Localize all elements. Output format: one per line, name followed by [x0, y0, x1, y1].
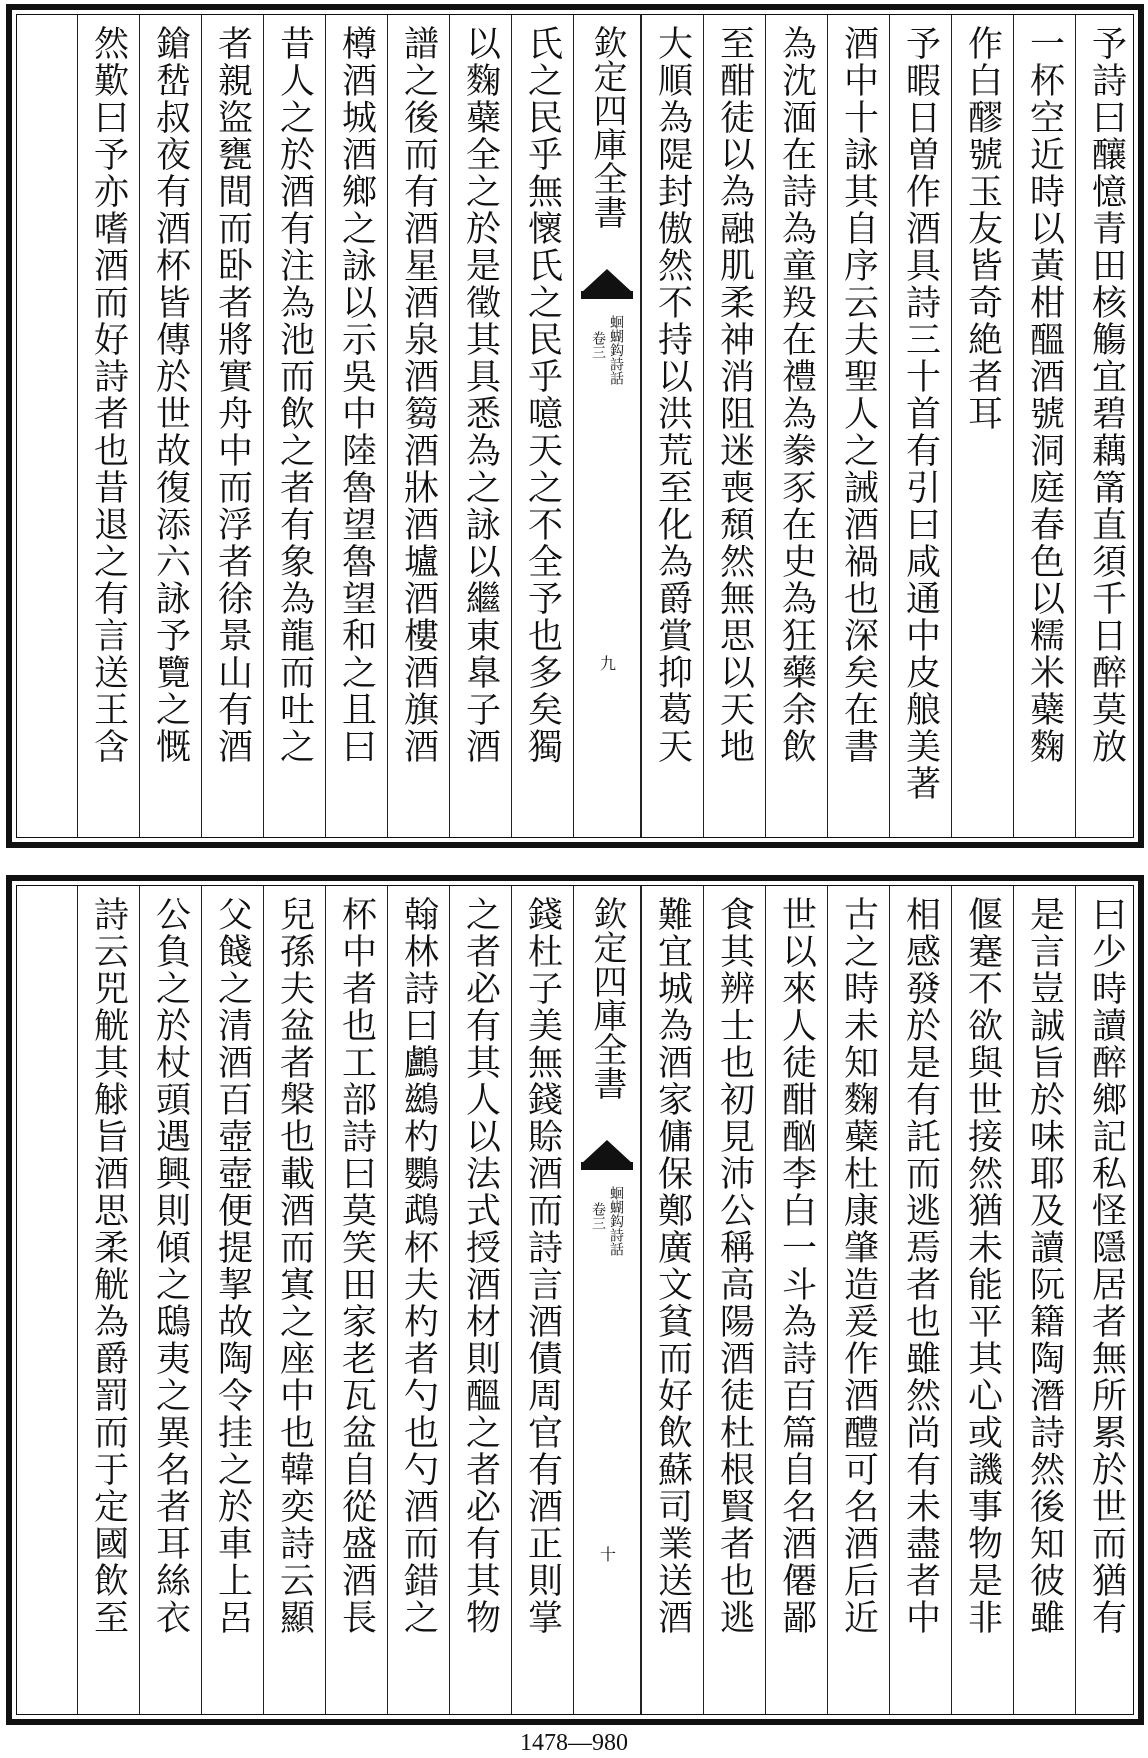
column-text: 為沈湎在詩為童羖在禮為豢豕在史為狂藥余飲 [776, 25, 817, 765]
text-column [641, 886, 703, 1714]
column-text: 昔人之於酒有注為池而飲之者有象為龍而吐之 [274, 25, 315, 765]
column-text: 然歎曰予亦嗜酒而好詩者也昔退之有言送王含 [88, 25, 129, 765]
column-text: 兒孫夫盆者槃也載酒而寘之座中也韓奕詩云顯 [274, 896, 315, 1636]
column-text: 偃蹇不欲與世接然猶未能平其心或譏事物是非 [962, 896, 1003, 1636]
text-column [325, 886, 387, 1714]
column-text: 樽酒城酒鄉之詠以示吳中陸魯望魯望和之且曰 [336, 25, 377, 765]
center-fold-column [573, 886, 641, 1714]
text-column [511, 15, 573, 837]
text-column [951, 15, 1013, 837]
text-column [765, 886, 827, 1714]
column-text: 杯中者也工部詩曰莫笑田家老瓦盆自從盛酒長 [336, 896, 377, 1636]
volume-label: 卷三 [590, 331, 606, 359]
fish-tail-bar [581, 1162, 633, 1170]
book-title-block [574, 315, 640, 475]
text-column [139, 15, 201, 837]
fish-tail-mark [581, 269, 633, 293]
text-column [765, 15, 827, 837]
column-text: 譜之後而有酒星酒泉酒篘酒牀酒壚酒樓酒旗酒 [398, 25, 439, 765]
column-text: 難宜城為酒家傭保鄭廣文貧而好飲蘇司業送酒 [652, 896, 693, 1636]
text-column [201, 15, 263, 837]
text-column [1013, 886, 1075, 1714]
bottom-page [6, 875, 1144, 1725]
collection-title: 欽定四庫全書 [587, 25, 627, 229]
column-text: 之者必有其人以法式授酒材則醞之者必有其物 [460, 896, 501, 1636]
page-footer-number: 1478—980 [520, 1730, 628, 1756]
column-text: 父餞之清酒百壺壺便提挈故陶令挂之於車上呂 [212, 896, 253, 1636]
text-column [449, 15, 511, 837]
column-text: 作白醪號玉友皆奇絶者耳 [962, 25, 1003, 432]
text-column [325, 15, 387, 837]
page-number: 九 [597, 655, 617, 671]
column-text: 至酣徒以為融肌柔神消阻迷喪頹然無思以天地 [714, 25, 755, 765]
text-column [703, 886, 765, 1714]
page-number: 十 [597, 1546, 617, 1562]
fish-tail-mark [581, 1140, 633, 1164]
column-text: 曰少時讀醉鄉記私怪隱居者無所累於世而猶有 [1086, 896, 1127, 1636]
text-column [1013, 15, 1075, 837]
column-text: 者親盜甕間而卧者將實舟中而浮者徐景山有酒 [212, 25, 253, 765]
column-text: 以麴蘗全之於是徵其具悉為之詠以繼東臯子酒 [460, 25, 501, 765]
fish-tail-bar [581, 291, 633, 299]
text-column [387, 15, 449, 837]
column-text: 酒中十詠其自序云夫聖人之誡酒禍也深矣在書 [838, 25, 879, 765]
column-text: 翰林詩曰鸕鷀杓鸚鵡杯夫杓者勺也勺酒而錯之 [398, 896, 439, 1636]
column-text: 錢杜子美無錢賒酒而詩言酒債周官有酒正則掌 [522, 896, 563, 1636]
top-page-columns [17, 15, 1133, 837]
book-title-block [574, 1186, 640, 1346]
column-text: 鎗嵆叔夜有酒杯皆傳於世故復添六詠予覽之慨 [150, 25, 191, 765]
text-column [77, 15, 139, 837]
text-column [703, 15, 765, 837]
text-column [387, 886, 449, 1714]
center-fold-column [573, 15, 641, 837]
text-column [1075, 886, 1137, 1714]
text-column [263, 886, 325, 1714]
book-title: 蛔蝴鈎詩話 [608, 315, 624, 385]
bottom-page-columns [17, 886, 1133, 1714]
text-column [263, 15, 325, 837]
text-column [201, 886, 263, 1714]
column-text: 予詩曰釀憶青田核觴宜碧藕筩直須千日醉莫放 [1086, 25, 1127, 765]
column-text: 相感發於是有託而逃焉者也雖然尚有未盡者中 [900, 896, 941, 1636]
column-text: 食其辨士也初見沛公稱高陽酒徒杜根賢者也逃 [714, 896, 755, 1636]
text-column [1075, 15, 1137, 837]
volume-label: 卷三 [590, 1202, 606, 1230]
column-text: 古之時未知麴蘗杜康肇造爰作酒醴可名酒后近 [838, 896, 879, 1636]
text-column [139, 886, 201, 1714]
column-text: 公負之於杖頭遇興則傾之鴟夷之異名者耳絲衣 [150, 896, 191, 1636]
text-column [449, 886, 511, 1714]
text-column [889, 15, 951, 837]
column-text: 大順為隄封傲然不持以洪荒至化為爵賞抑葛天 [652, 25, 693, 765]
column-text: 一杯空近時以黃柑醞酒號洞庭春色以糯米蘗麴 [1024, 25, 1065, 765]
top-page-frame [16, 14, 1134, 838]
column-text: 予暇日曽作酒具詩三十首有引曰咸通中皮艆美著 [900, 25, 941, 802]
column-text: 詩云兕觥其觩旨酒思柔觥為爵罰而于定國飲至 [88, 896, 129, 1636]
text-column [511, 886, 573, 1714]
text-column [827, 15, 889, 837]
text-column [641, 15, 703, 837]
column-text: 氏之民乎無懷氏之民乎噫天之不全予也多矣獨 [522, 25, 563, 765]
top-page [6, 4, 1144, 848]
collection-title: 欽定四庫全書 [587, 896, 627, 1100]
text-column [951, 886, 1013, 1714]
column-text: 是言豈誠旨於味耶及讀阮籍陶潛詩然後知彼雖 [1024, 896, 1065, 1636]
column-text: 世以來人徒酣酗李白一斗為詩百篇自名酒僊鄙 [776, 896, 817, 1636]
text-column [77, 886, 139, 1714]
text-column [889, 886, 951, 1714]
book-title: 蛔蝴鈎詩話 [608, 1186, 624, 1256]
text-column [827, 886, 889, 1714]
bottom-page-frame [16, 885, 1134, 1715]
